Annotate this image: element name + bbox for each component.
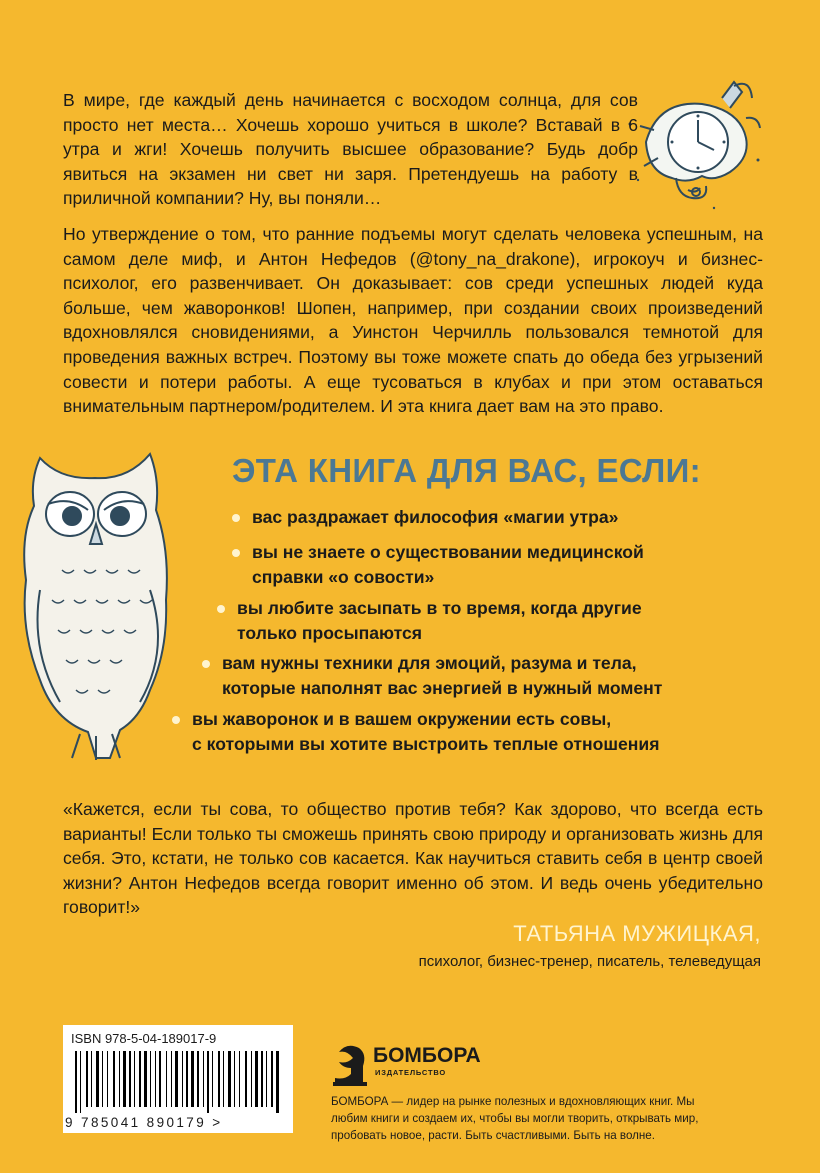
list-item: вам нужны техники для эмоций, разума и тела, которые наполнят вас энергией в нужный момент <box>222 651 662 701</box>
isbn-label: ISBN 978-5-04-189017-9 <box>71 1031 217 1046</box>
review-quote: «Кажется, если ты сова, то общество против тебя? Как здорово, что всегда есть варианты! Если только ты сможешь принять свою природу и организовать жизнь для себя. Это, кстати, не только сов касается. Как научиться ставить себя в центр своей жизни? Антон Нефедов всегда говорит именно об этом. И ведь очень убедительно говорит!» <box>63 799 763 918</box>
publisher-description: БОМБОРА — лидер на рынке полезных и вдохновляющих книг. Мы любим книги и создаем их, чтобы вы могли творить, открывать мир, пробовать новое, расти. Быть счастливыми. Быть на волне. <box>331 1095 699 1142</box>
publisher-name: БОМБОРА <box>373 1044 481 1067</box>
bullet-icon <box>202 660 210 668</box>
list-heading: ЭТА КНИГА ДЛЯ ВАС, ЕСЛИ: <box>232 452 701 489</box>
intro-paragraph-2: Но утверждение о том, что ранние подъемы могут сделать человека успешным, на самом деле миф, и Антон Нефедов (@tony_na_drakone), игрокоуч и бизнес-психолог, его развенчивает. Он доказывает: сов среди успешных людей куда больше, чем жаворонков! Шопен, например, при создании своих произведений вдохновлялся сновидениями, а Уинстон Черчилль пользовался темнотой для проведения важных встреч. Поэтому вы тоже можете спать до обеда без угрызений совести и потери работы. А еще тусоваться в клубах и при этом оставаться внимательным партнером/родителем. И эта книга дает вам на это право. <box>63 224 763 417</box>
intro-paragraph-1: В мире, где каждый день начинается с восходом солнца, для сов просто нет места… Хочешь хорошо учиться в школе? Вставай в 6 утра и жги! Хочешь получить высшее образование? Будь добр явиться на экзамен ни свет ни заря. Претендуешь на работу в приличной компании? Ну, вы поняли… <box>63 90 638 209</box>
melting-clock-illustration <box>618 68 768 218</box>
bullet-icon <box>232 549 240 557</box>
bullet-icon <box>172 716 180 724</box>
barcode-icon <box>71 1051 285 1113</box>
list-item: вас раздражает философия «магии утра» <box>252 505 618 530</box>
list-item: вы не знаете о существовании медицинской справки «о совости» <box>252 540 644 590</box>
wave-logo-icon <box>331 1040 371 1088</box>
barcode-panel <box>63 1025 293 1133</box>
bullet-icon <box>232 514 240 522</box>
list-item: вы жаворонок и в вашем окружении есть совы, с которыми вы хотите выстроить теплые отношения <box>192 707 660 757</box>
publisher-logo <box>331 1040 481 1090</box>
ean-digits: 9 785041 890179 > <box>65 1115 223 1130</box>
publisher-subtitle: ИЗДАТЕЛЬСТВО <box>375 1068 446 1077</box>
bullet-icon <box>217 605 225 613</box>
quote-author-role: психолог, бизнес-тренер, писатель, телеведущая <box>418 953 761 970</box>
quote-author: ТАТЬЯНА МУЖИЦКАЯ, <box>513 921 761 946</box>
list-item: вы любите засыпать в то время, когда другие только просыпаются <box>237 596 642 646</box>
